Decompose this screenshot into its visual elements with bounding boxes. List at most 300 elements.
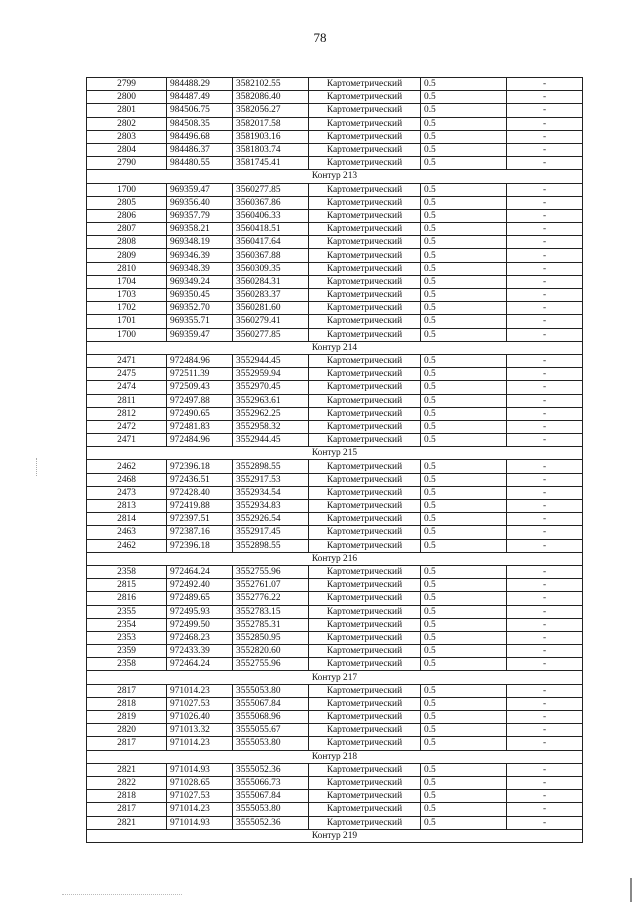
precision-cell: 0.5 [421,394,507,407]
table-row [87,513,583,526]
x-coordinate-cell: 969359.47 [167,183,233,196]
y-coordinate-cell: 3555053.80 [233,737,309,750]
x-coordinate-cell: 972490.65 [167,407,233,420]
table-row [87,104,583,117]
table-row [87,526,583,539]
contour-label: Контур 218 [87,750,583,763]
y-coordinate-cell: 3560277.85 [233,183,309,196]
method-cell: Картометрический [309,486,421,499]
x-coordinate-cell: 969356.40 [167,196,233,209]
method-cell: Картометрический [309,302,421,315]
y-coordinate-cell: 3552917.53 [233,473,309,486]
note-cell: - [507,697,583,710]
x-coordinate-cell: 972419.88 [167,500,233,513]
precision-cell: 0.5 [421,354,507,367]
table-row [87,236,583,249]
y-coordinate-cell: 3552917.45 [233,526,309,539]
method-cell: Картометрический [309,196,421,209]
x-coordinate-cell: 969348.19 [167,236,233,249]
note-cell: - [507,302,583,315]
y-coordinate-cell: 3552970.45 [233,381,309,394]
precision-cell: 0.5 [421,737,507,750]
precision-cell: 0.5 [421,91,507,104]
point-number-cell: 2820 [87,724,167,737]
table-row [87,605,583,618]
note-cell: - [507,236,583,249]
table-row [87,763,583,776]
method-cell: Картометрический [309,526,421,539]
x-coordinate-cell: 969355.71 [167,315,233,328]
x-coordinate-cell: 972481.83 [167,420,233,433]
x-coordinate-cell: 972492.40 [167,579,233,592]
contour-header-row [87,170,583,183]
precision-cell: 0.5 [421,368,507,381]
y-coordinate-cell: 3582017.58 [233,117,309,130]
y-coordinate-cell: 3582056.27 [233,104,309,117]
note-cell: - [507,289,583,302]
table-row [87,473,583,486]
method-cell: Картометрический [309,763,421,776]
precision-cell: 0.5 [421,78,507,91]
table-row [87,302,583,315]
point-number-cell: 1702 [87,302,167,315]
point-number-cell: 2807 [87,223,167,236]
precision-cell: 0.5 [421,473,507,486]
y-coordinate-cell: 3555067.84 [233,790,309,803]
y-coordinate-cell: 3555052.36 [233,816,309,829]
y-coordinate-cell: 3552962.25 [233,407,309,420]
precision-cell: 0.5 [421,236,507,249]
x-coordinate-cell: 971014.23 [167,737,233,750]
y-coordinate-cell: 3555052.36 [233,763,309,776]
note-cell: - [507,249,583,262]
precision-cell: 0.5 [421,315,507,328]
precision-cell: 0.5 [421,460,507,473]
method-cell: Картометрический [309,91,421,104]
note-cell: - [507,631,583,644]
method-cell: Картометрический [309,104,421,117]
precision-cell: 0.5 [421,579,507,592]
x-coordinate-cell: 972387.16 [167,526,233,539]
y-coordinate-cell: 3552898.55 [233,539,309,552]
point-number-cell: 2818 [87,790,167,803]
x-coordinate-cell: 972509.43 [167,381,233,394]
table-row [87,790,583,803]
note-cell: - [507,157,583,170]
precision-cell: 0.5 [421,262,507,275]
precision-cell: 0.5 [421,684,507,697]
table-row [87,249,583,262]
table-row [87,565,583,578]
method-cell: Картометрический [309,579,421,592]
precision-cell: 0.5 [421,711,507,724]
x-coordinate-cell: 969349.24 [167,275,233,288]
table-row [87,579,583,592]
x-coordinate-cell: 971014.23 [167,684,233,697]
precision-cell: 0.5 [421,697,507,710]
method-cell: Картометрический [309,394,421,407]
precision-cell: 0.5 [421,420,507,433]
x-coordinate-cell: 971013.32 [167,724,233,737]
method-cell: Картометрический [309,711,421,724]
precision-cell: 0.5 [421,803,507,816]
y-coordinate-cell: 3552820.60 [233,645,309,658]
scan-artifact-left [36,458,40,476]
table-row [87,130,583,143]
table-row [87,539,583,552]
table-row [87,275,583,288]
point-number-cell: 2818 [87,697,167,710]
x-coordinate-cell: 972499.50 [167,618,233,631]
point-number-cell: 1701 [87,315,167,328]
point-number-cell: 2801 [87,104,167,117]
point-number-cell: 2821 [87,763,167,776]
note-cell: - [507,816,583,829]
note-cell: - [507,763,583,776]
precision-cell: 0.5 [421,223,507,236]
point-number-cell: 1703 [87,289,167,302]
table-row [87,592,583,605]
y-coordinate-cell: 3555053.80 [233,803,309,816]
y-coordinate-cell: 3552944.45 [233,354,309,367]
contour-header-row [87,552,583,565]
method-cell: Картометрический [309,223,421,236]
table-row [87,724,583,737]
point-number-cell: 2819 [87,711,167,724]
precision-cell: 0.5 [421,434,507,447]
note-cell: - [507,209,583,222]
point-number-cell: 2358 [87,565,167,578]
point-number-cell: 2813 [87,500,167,513]
point-number-cell: 2817 [87,737,167,750]
precision-cell: 0.5 [421,289,507,302]
note-cell: - [507,130,583,143]
note-cell: - [507,486,583,499]
y-coordinate-cell: 3560283.37 [233,289,309,302]
note-cell: - [507,381,583,394]
precision-cell: 0.5 [421,196,507,209]
method-cell: Картометрический [309,592,421,605]
note-cell: - [507,513,583,526]
precision-cell: 0.5 [421,275,507,288]
x-coordinate-cell: 984506.75 [167,104,233,117]
precision-cell: 0.5 [421,381,507,394]
note-cell: - [507,500,583,513]
precision-cell: 0.5 [421,302,507,315]
coordinates-table [86,77,583,843]
method-cell: Картометрический [309,605,421,618]
point-number-cell: 1700 [87,328,167,341]
precision-cell: 0.5 [421,249,507,262]
note-cell: - [507,711,583,724]
x-coordinate-cell: 969352.70 [167,302,233,315]
precision-cell: 0.5 [421,104,507,117]
note-cell: - [507,368,583,381]
x-coordinate-cell: 972511.39 [167,368,233,381]
table-row [87,354,583,367]
x-coordinate-cell: 972436.51 [167,473,233,486]
table-row [87,381,583,394]
point-number-cell: 2355 [87,605,167,618]
point-number-cell: 2815 [87,579,167,592]
y-coordinate-cell: 3552776.22 [233,592,309,605]
method-cell: Картометрический [309,236,421,249]
precision-cell: 0.5 [421,407,507,420]
contour-label: Контур 214 [87,341,583,354]
x-coordinate-cell: 969357.79 [167,209,233,222]
y-coordinate-cell: 3560277.85 [233,328,309,341]
method-cell: Картометрический [309,539,421,552]
y-coordinate-cell: 3552761.07 [233,579,309,592]
y-coordinate-cell: 3552755.96 [233,658,309,671]
x-coordinate-cell: 972433.39 [167,645,233,658]
scan-artifact-bottom [62,888,182,895]
method-cell: Картометрический [309,684,421,697]
table-row [87,460,583,473]
point-number-cell: 2473 [87,486,167,499]
contour-header-row [87,447,583,460]
method-cell: Картометрический [309,724,421,737]
note-cell: - [507,539,583,552]
page-number: 78 [313,30,327,45]
note-cell: - [507,315,583,328]
y-coordinate-cell: 3581803.74 [233,143,309,156]
note-cell: - [507,724,583,737]
method-cell: Картометрический [309,803,421,816]
method-cell: Картометрический [309,354,421,367]
x-coordinate-cell: 971014.23 [167,803,233,816]
x-coordinate-cell: 969359.47 [167,328,233,341]
table-row [87,289,583,302]
contour-label: Контур 219 [87,829,583,842]
point-number-cell: 2462 [87,539,167,552]
point-number-cell: 2471 [87,434,167,447]
method-cell: Картометрический [309,645,421,658]
x-coordinate-cell: 972468.23 [167,631,233,644]
note-cell: - [507,565,583,578]
method-cell: Картометрический [309,420,421,433]
method-cell: Картометрический [309,209,421,222]
x-coordinate-cell: 971027.53 [167,697,233,710]
table-row [87,394,583,407]
table-row [87,737,583,750]
point-number-cell: 2817 [87,684,167,697]
method-cell: Картометрический [309,315,421,328]
method-cell: Картометрический [309,618,421,631]
x-coordinate-cell: 971026.40 [167,711,233,724]
y-coordinate-cell: 3555053.80 [233,684,309,697]
precision-cell: 0.5 [421,486,507,499]
contour-header-row [87,671,583,684]
y-coordinate-cell: 3552898.55 [233,460,309,473]
point-number-cell: 2472 [87,420,167,433]
point-number-cell: 2474 [87,381,167,394]
method-cell: Картометрический [309,275,421,288]
precision-cell: 0.5 [421,183,507,196]
x-coordinate-cell: 972464.24 [167,658,233,671]
note-cell: - [507,776,583,789]
table-row [87,117,583,130]
note-cell: - [507,104,583,117]
precision-cell: 0.5 [421,724,507,737]
method-cell: Картометрический [309,157,421,170]
y-coordinate-cell: 3560279.41 [233,315,309,328]
point-number-cell: 2821 [87,816,167,829]
precision-cell: 0.5 [421,658,507,671]
point-number-cell: 2805 [87,196,167,209]
table-row [87,91,583,104]
table-row [87,368,583,381]
table-row [87,420,583,433]
method-cell: Картометрический [309,183,421,196]
note-cell: - [507,737,583,750]
table-row [87,500,583,513]
x-coordinate-cell: 971014.93 [167,816,233,829]
note-cell: - [507,618,583,631]
point-number-cell: 2475 [87,368,167,381]
x-coordinate-cell: 972484.96 [167,434,233,447]
point-number-cell: 2800 [87,91,167,104]
note-cell: - [507,196,583,209]
y-coordinate-cell: 3582102.55 [233,78,309,91]
note-cell: - [507,183,583,196]
point-number-cell: 2814 [87,513,167,526]
x-coordinate-cell: 971027.53 [167,790,233,803]
note-cell: - [507,78,583,91]
y-coordinate-cell: 3552783.15 [233,605,309,618]
x-coordinate-cell: 972497.88 [167,394,233,407]
note-cell: - [507,223,583,236]
y-coordinate-cell: 3560367.88 [233,249,309,262]
precision-cell: 0.5 [421,605,507,618]
y-coordinate-cell: 3560281.60 [233,302,309,315]
table-row [87,645,583,658]
note-cell: - [507,394,583,407]
method-cell: Картометрический [309,117,421,130]
contour-label: Контур 215 [87,447,583,460]
table-row [87,78,583,91]
method-cell: Картометрический [309,737,421,750]
point-number-cell: 2803 [87,130,167,143]
x-coordinate-cell: 984487.49 [167,91,233,104]
note-cell: - [507,803,583,816]
x-coordinate-cell: 972396.18 [167,460,233,473]
contour-label: Контур 217 [87,671,583,684]
x-coordinate-cell: 972489.65 [167,592,233,605]
method-cell: Картометрический [309,407,421,420]
note-cell: - [507,91,583,104]
note-cell: - [507,592,583,605]
x-coordinate-cell: 984508.35 [167,117,233,130]
point-number-cell: 2817 [87,803,167,816]
method-cell: Картометрический [309,658,421,671]
precision-cell: 0.5 [421,645,507,658]
table-row [87,407,583,420]
note-cell: - [507,526,583,539]
precision-cell: 0.5 [421,209,507,222]
table-row [87,262,583,275]
method-cell: Картометрический [309,513,421,526]
x-coordinate-cell: 972484.96 [167,354,233,367]
note-cell: - [507,473,583,486]
point-number-cell: 2354 [87,618,167,631]
x-coordinate-cell: 984496.68 [167,130,233,143]
point-number-cell: 2822 [87,776,167,789]
table-row [87,196,583,209]
x-coordinate-cell: 984480.55 [167,157,233,170]
method-cell: Картометрический [309,565,421,578]
table-row [87,803,583,816]
point-number-cell: 2358 [87,658,167,671]
method-cell: Картометрический [309,130,421,143]
precision-cell: 0.5 [421,130,507,143]
table-row [87,223,583,236]
y-coordinate-cell: 3552959.94 [233,368,309,381]
table-row [87,631,583,644]
table-row [87,143,583,156]
y-coordinate-cell: 3555068.96 [233,711,309,724]
table-row [87,434,583,447]
point-number-cell: 1700 [87,183,167,196]
y-coordinate-cell: 3552850.95 [233,631,309,644]
table-row [87,658,583,671]
point-number-cell: 2462 [87,460,167,473]
table-row [87,618,583,631]
point-number-cell: 2790 [87,157,167,170]
precision-cell: 0.5 [421,631,507,644]
precision-cell: 0.5 [421,157,507,170]
note-cell: - [507,790,583,803]
table-row [87,209,583,222]
note-cell: - [507,262,583,275]
x-coordinate-cell: 969350.45 [167,289,233,302]
precision-cell: 0.5 [421,513,507,526]
note-cell: - [507,420,583,433]
precision-cell: 0.5 [421,143,507,156]
precision-cell: 0.5 [421,592,507,605]
y-coordinate-cell: 3582086.40 [233,91,309,104]
method-cell: Картометрический [309,368,421,381]
y-coordinate-cell: 3552944.45 [233,434,309,447]
method-cell: Картометрический [309,289,421,302]
y-coordinate-cell: 3560367.86 [233,196,309,209]
point-number-cell: 2799 [87,78,167,91]
note-cell: - [507,328,583,341]
contour-header-row [87,829,583,842]
table-row [87,486,583,499]
contour-header-row [87,341,583,354]
precision-cell: 0.5 [421,117,507,130]
scan-artifact-right [630,878,632,902]
y-coordinate-cell: 3555055.67 [233,724,309,737]
point-number-cell: 2468 [87,473,167,486]
point-number-cell: 2463 [87,526,167,539]
point-number-cell: 2802 [87,117,167,130]
table-row [87,328,583,341]
x-coordinate-cell: 971028.65 [167,776,233,789]
table-row [87,711,583,724]
point-number-cell: 2816 [87,592,167,605]
precision-cell: 0.5 [421,565,507,578]
y-coordinate-cell: 3555067.84 [233,697,309,710]
precision-cell: 0.5 [421,763,507,776]
note-cell: - [507,143,583,156]
method-cell: Картометрический [309,790,421,803]
note-cell: - [507,460,583,473]
precision-cell: 0.5 [421,790,507,803]
precision-cell: 0.5 [421,526,507,539]
method-cell: Картометрический [309,143,421,156]
